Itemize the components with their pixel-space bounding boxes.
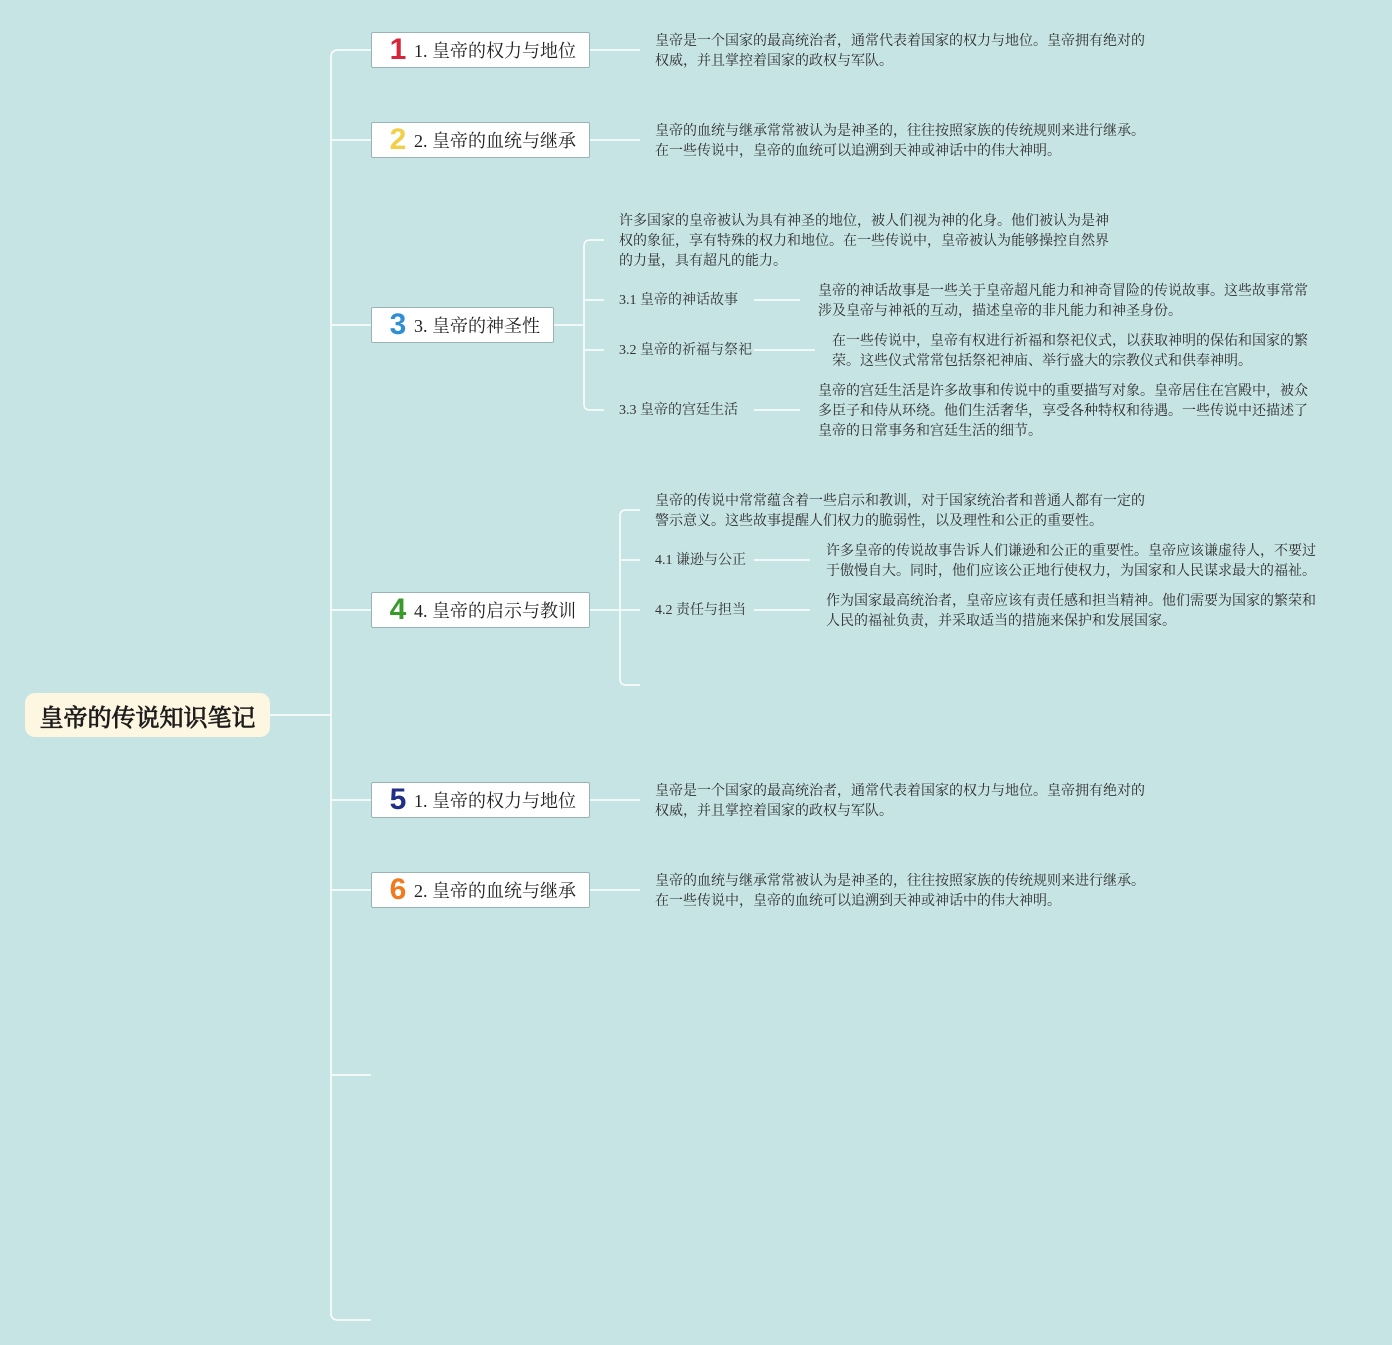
number-6-icon: 6: [389, 873, 407, 906]
topic-4-description: 皇帝的传说中常常蕴含着一些启示和教训，对于国家统治者和普通人都有一定的 警示意义。这些故事提醒人们权力的脆弱性，以及理性和公正的重要性。: [655, 493, 1145, 529]
topic-3-description: 许多国家的皇帝被认为具有神圣的地位，被人们视为神的化身。他们被认为是神 权的象征，享有特殊的权力和地位。在一些传说中，皇帝被认为能够操控自然界 的力量，具有超凡的能力。: [619, 213, 1109, 269]
subtopic-3-3-description: 皇帝的宫廷生活是许多故事和传说中的重要描写对象。皇帝居住在宫殿中，被众 多臣子和侍从环绕。他们生活奢华，享受各种特权和待遇。一些传说中还描述了 皇帝的日常事务和宫廷生活的细节。: [818, 383, 1308, 439]
topic-label: 3. 皇帝的神圣性: [414, 316, 540, 336]
topic-label: 2. 皇帝的血统与继承: [414, 131, 576, 151]
topic-label: 2. 皇帝的血统与继承: [414, 881, 576, 901]
number-1-icon: 1: [389, 33, 407, 66]
subtopic-4-1-description: 许多皇帝的传说故事告诉人们谦逊和公正的重要性。皇帝应该谦虚待人，不要过 于傲慢自大。同时，他们应该公正地行使权力，为国家和人民谋求最大的福祉。: [826, 543, 1316, 579]
topic-2-description: 皇帝的血统与继承常常被认为是神圣的，往往按照家族的传统规则来进行继承。 在一些传说中，皇帝的血统可以追溯到天神或神话中的伟大神明。: [655, 123, 1145, 159]
number-2-icon: 2: [389, 123, 407, 156]
topic-label: 4. 皇帝的启示与教训: [414, 601, 576, 621]
number-4-icon: 4: [389, 593, 407, 626]
number-5-icon: 5: [389, 783, 407, 816]
topic-5[interactable]: [371, 782, 590, 818]
topic-4[interactable]: [371, 592, 590, 628]
topic-1[interactable]: [371, 32, 590, 68]
subtopic-3-1[interactable]: 3.1 皇帝的神话故事: [619, 293, 738, 308]
topic-label: 1. 皇帝的权力与地位: [414, 791, 576, 811]
topic-2[interactable]: [371, 122, 590, 158]
subtopic-4-1[interactable]: 4.1 谦逊与公正: [655, 553, 746, 568]
topic-label: 1. 皇帝的权力与地位: [414, 41, 576, 61]
subtopic-3-2-description: 在一些传说中，皇帝有权进行祈福和祭祀仪式，以获取神明的保佑和国家的繁 荣。这些仪式常常包括祭祀神庙、举行盛大的宗教仪式和供奉神明。: [832, 333, 1308, 369]
subtopic-4-2[interactable]: 4.2 责任与担当: [655, 603, 746, 618]
subtopic-3-2[interactable]: 3.2 皇帝的祈福与祭祀: [619, 343, 752, 358]
topic-5-description: 皇帝是一个国家的最高统治者，通常代表着国家的权力与地位。皇帝拥有绝对的 权威，并且掌控着国家的政权与军队。: [655, 783, 1145, 819]
topic-6-description: 皇帝的血统与继承常常被认为是神圣的，往往按照家族的传统规则来进行继承。 在一些传说中，皇帝的血统可以追溯到天神或神话中的伟大神明。: [655, 873, 1145, 909]
number-3-icon: 3: [389, 308, 407, 341]
topic-3[interactable]: [371, 307, 554, 343]
topic-1-description: 皇帝是一个国家的最高统治者，通常代表着国家的权力与地位。皇帝拥有绝对的 权威，并且掌控着国家的政权与军队。: [655, 33, 1145, 69]
subtopic-3-1-description: 皇帝的神话故事是一些关于皇帝超凡能力和神奇冒险的传说故事。这些故事常常 涉及皇帝与神祇的互动，描述皇帝的非凡能力和神圣身份。: [818, 283, 1308, 319]
root-node[interactable]: 皇帝的传说知识笔记: [25, 693, 270, 737]
subtopic-4-2-description: 作为国家最高统治者，皇帝应该有责任感和担当精神。他们需要为国家的繁荣和 人民的福祉负责，并采取适当的措施来保护和发展国家。: [826, 593, 1316, 629]
topic-6[interactable]: [371, 872, 590, 908]
subtopic-3-3[interactable]: 3.3 皇帝的宫廷生活: [619, 403, 738, 418]
